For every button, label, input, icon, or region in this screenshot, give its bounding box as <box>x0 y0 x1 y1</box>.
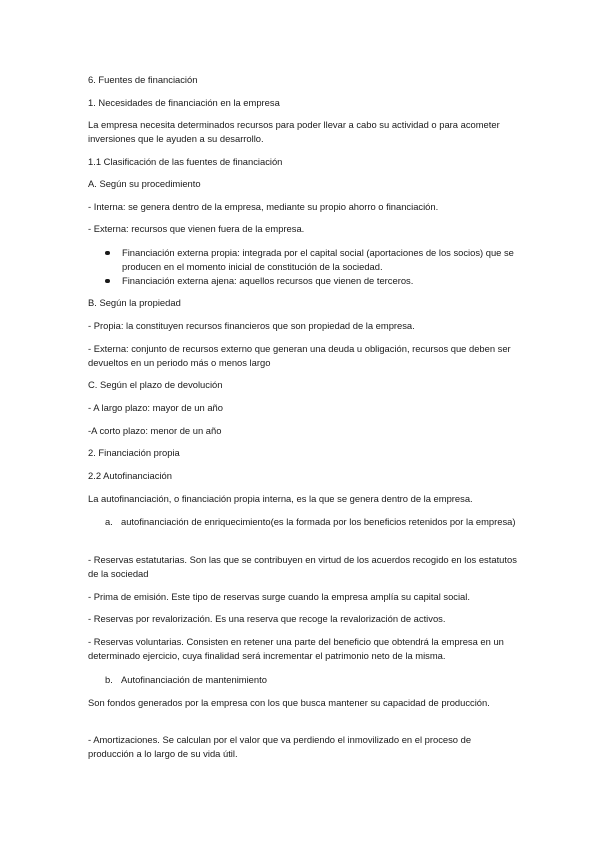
list-marker: a. <box>105 516 113 527</box>
subsection-a-title: A. Según su procedimiento <box>88 178 201 189</box>
prima-emision-paragraph: - Prima de emisión. Este tipo de reservas surge cuando la empresa amplía su capital social. <box>88 591 470 602</box>
section-2-title: 2. Financiación propia <box>88 447 180 458</box>
list-item-text: autofinanciación de enriquecimiento(es la formada por los beneficios retenidos por la empresa) <box>121 516 516 527</box>
list-marker: b. <box>105 674 113 685</box>
bullet-text: Financiación externa propia: integrada por el capital social (aportaciones de los socios) que se producen en el momento inicial de constitución de la sociedad. <box>122 247 514 272</box>
bullet-text: Financiación externa ajena: aquellos recursos que vienen de terceros. <box>122 275 414 286</box>
section-1-title: 1. Necesidades de financiación en la empresa <box>88 97 280 108</box>
interna-paragraph: - Interna: se genera dentro de la empresa, mediante su propio ahorro o financiación. <box>88 201 439 212</box>
list-item-text: Autofinanciación de mantenimiento <box>121 674 267 685</box>
externa-b-paragraph: - Externa: conjunto de recursos externo que generan una deuda u obligación, recursos que deben ser devueltos en un periodo más o menos largo <box>88 343 511 368</box>
reservas-revalorizacion-paragraph: - Reservas por revalorización. Es una reserva que recoge la revalorización de activos. <box>88 613 446 624</box>
reservas-voluntarias-paragraph: - Reservas voluntarias. Consisten en retener una parte del beneficio que obtendrá la empresa en un determinado ejercicio, cuya finalidad será incrementar el patrimonio neto de la misma. <box>88 636 504 661</box>
bullet-icon <box>105 279 110 284</box>
section-2-2-title: 2.2 Autofinanciación <box>88 470 172 481</box>
bullet-icon <box>105 251 110 256</box>
mantenimiento-body: Son fondos generados por la empresa con los que busca mantener su capacidad de producción. <box>88 697 490 708</box>
subsection-b-title: B. Según la propiedad <box>88 297 181 308</box>
externa-paragraph: - Externa: recursos que vienen fuera de la empresa. <box>88 223 305 234</box>
section-1-body: La empresa necesita determinados recursos para poder llevar a cabo su actividad o para acometer inversiones que le ayuden a su desarrollo. <box>88 119 500 144</box>
subsection-c-title: C. Según el plazo de devolución <box>88 379 223 390</box>
largo-plazo-paragraph: - A largo plazo: mayor de un año <box>88 402 223 413</box>
corto-plazo-paragraph: -A corto plazo: menor de un año <box>88 425 222 436</box>
document-heading: 6. Fuentes de financiación <box>88 74 198 85</box>
propia-paragraph: - Propia: la constituyen recursos financieros que son propiedad de la empresa. <box>88 320 415 331</box>
reservas-estatutarias-paragraph: - Reservas estatutarias. Son las que se contribuyen en virtud de los acuerdos recogido en los estatutos de la sociedad <box>88 554 517 579</box>
section-2-2-body: La autofinanciación, o financiación propia interna, es la que se genera dentro de la empresa. <box>88 493 473 504</box>
section-1-1-title: 1.1 Clasificación de las fuentes de financiación <box>88 156 283 167</box>
amortizaciones-paragraph: - Amortizaciones. Se calculan por el valor que va perdiendo el inmovilizado en el proceso de producción a lo largo de su vida útil. <box>88 734 472 759</box>
